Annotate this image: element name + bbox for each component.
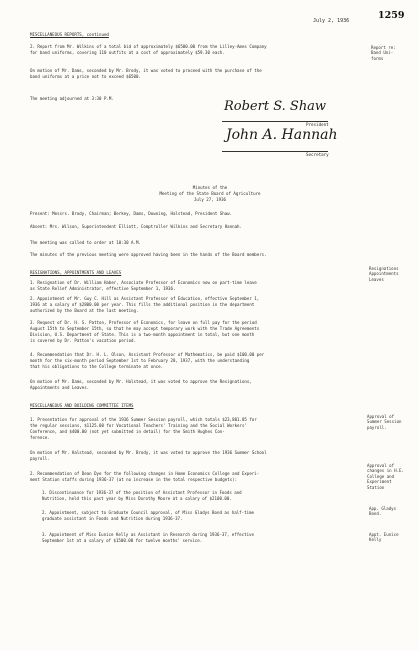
- sub-item-1: 1. Discontinuance for 1936-37 of the position of Assistant Professor in Foods and Nutrition, held this past year by Miss Dorothy Moore at a salary of $2100.00.: [42, 490, 242, 501]
- resignation-item-3: 3. Request of Dr. H. S. Patton, Professor of Economics, for leave on full pay for the period August 15th to September 15th, so that he may accept temporary work with the Trade Agreements Division, U.S. Department of State. This is a two-month appointment in total, but one month is covered by Dr. Patton's vacation period.: [30, 320, 260, 343]
- text-line: On motion of Mr. Dams, seconded by Mr. Brody, it was voted to proceed with the purchase of the: [30, 68, 262, 73]
- misc-item-home-economics: 2. Recommendation of Dean Dye for the following changes in Home Economics College and Experi- ment Station staffs during 1936-37 (at no increase in the total respective budgets):: [30, 471, 260, 482]
- motion-summer-payroll: On motion of Mr. Halstead, seconded by Mr. Brody, it was voted to approve the 1936 Summer School payroll.: [30, 450, 267, 461]
- resignation-item-4: 4. Recommendation that Dr. H. L. Olson, Assistant Professor of Mathematics, be paid $100.00 per month for the six-month period September 1st to February 28, 1937, with the understanding that his obligations to the College terminate at once.: [30, 352, 265, 369]
- section-heading-resignations: RESIGNATIONS, APPOINTMENTS AND LEAVES: [30, 270, 122, 275]
- page-number: 1259: [378, 10, 405, 21]
- text-line: for band uniforms, covering 110 outfits at a cost of approximately $59.30 each.: [30, 50, 225, 55]
- item-band-uniforms: [30, 44, 267, 56]
- margin-note-band-uniforms: Report re: Band Uni- forms: [371, 45, 396, 61]
- minutes-heading: Minutes of the Meeting of the State Board of Agriculture July 27, 1936: [159, 185, 261, 202]
- text-line: 2. Report from Mr. Wilkins of a total bid of approximately $6500.00 from the Lilley-Ames Company: [30, 44, 267, 49]
- president-label: President: [306, 122, 329, 127]
- margin-note-gladys-bond: App. Gladys Bond.: [369, 506, 397, 517]
- adjourned-line: The meeting adjourned at 3:30 P.M.: [30, 96, 114, 101]
- misc-item-summer-payroll: 1. Presentation for approval of the 1936 Summer Session payroll, which totals $23,801.85 for the regular sessions, $1125.00 for Vocational Teachers' Training and the Social Workers' Conference, and $400.00 (not yet submitted in detail) for the Smith Hughes Con- ference.: [30, 417, 257, 440]
- called-to-order-line: The meeting was called to order at 10:30 A.M.: [30, 240, 141, 245]
- secretary-label: Secretary: [306, 152, 329, 157]
- margin-note-summer-payroll: Approval of Summer Session payroll.: [367, 414, 402, 430]
- margin-note-eunice-kelly: Appt. Eunice Kelly: [369, 532, 399, 543]
- resignation-item-2: 2. Appointment of Mr. Guy C. Hill as Assistant Professor of Education, effective September 1, 1936 at a salary of $2800.00 per year. This fills the additional position in the department authorized by the Board at the last meeting.: [30, 296, 260, 313]
- president-signature: Robert S. Shaw: [224, 99, 327, 114]
- section-heading-misc-building: MISCELLANEOUS AND BUILDING COMMITTEE ITEMS: [30, 403, 134, 408]
- present-line: Present: Messrs. Brody, Chairman; Berkey, Dams, Downing, Halstead, President Shaw.: [30, 211, 233, 216]
- secretary-signature: John A. Hannah: [226, 127, 338, 143]
- sub-item-2: 2. Appointment, subject to Graduate Council approval, of Miss Gladys Bond as half-time graduate assistant in Foods and Nutrition during 1936-37.: [42, 510, 254, 521]
- margin-note-resignations: Resignations Appointments Leaves: [369, 266, 399, 282]
- absent-line: Absent: Mrs. Wilson, Superintendent Elliott, Comptroller Wilkins and Secretary Hannah.: [30, 224, 242, 229]
- motion-band-uniforms: [30, 68, 262, 80]
- sub-item-3: 3. Appointment of Miss Eunice Kelly as Assistant in Research during 1936-37, effective September 1st at a salary of $1500.00 for twelve months' service.: [42, 532, 254, 543]
- resignation-item-1: 1. Resignation of Dr. William Haber, Associate Professor of Economics now on part-time leave as State Relief Administrator, effective September 1, 1936.: [30, 280, 257, 291]
- text-line: band uniforms at a price not to exceed $6500.: [30, 74, 141, 79]
- motion-resignations: On motion of Mr. Dams, seconded by Mr. Halstead, it was voted to approve the Resignations, Appointments and Leaves.: [30, 379, 252, 390]
- page-date: July 2, 1936: [313, 18, 350, 24]
- margin-note-home-economics: Approval of changes in H.E. College and Experiment Station: [367, 463, 404, 490]
- minutes-approved-line: The minutes of the previous meeting were approved having been in the hands of the Board members.: [30, 252, 267, 257]
- section-heading-misc-continued: MISCELLANEOUS REPORTS, continued: [30, 32, 109, 37]
